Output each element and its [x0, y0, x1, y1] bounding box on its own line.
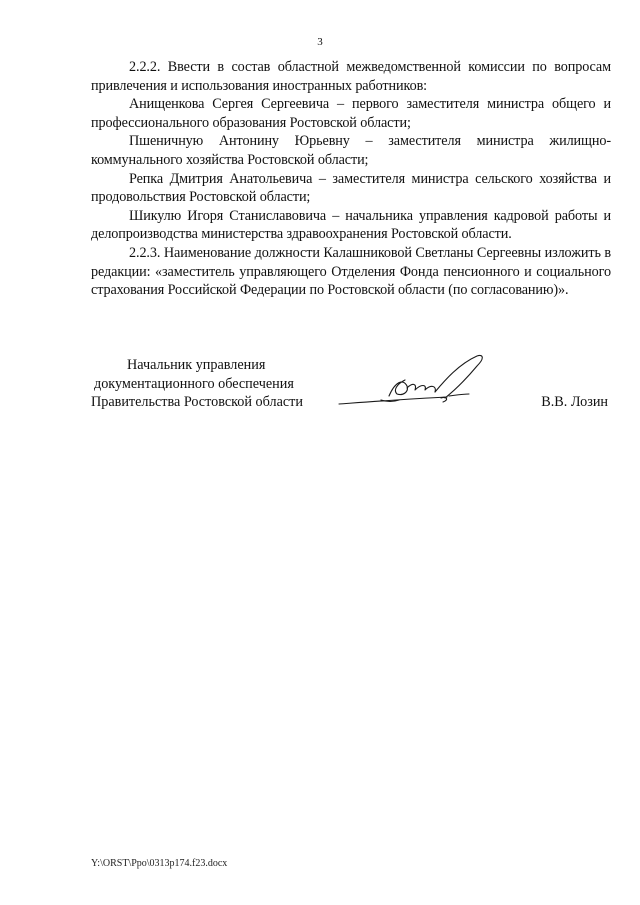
signer-position-line: документационного обеспечения	[94, 375, 294, 392]
paragraph-member-pshenichnaya: Пшеничную Антонину Юрьевну – заместителя министра жилищно-коммунального хозяйства Ростовской области;	[91, 133, 611, 168]
footer-file-path: Y:\ORST\Ppo\0313p174.f23.docx	[91, 858, 228, 869]
signer-position-line: Начальник управления	[127, 357, 266, 373]
page-number: 3	[317, 36, 323, 48]
paragraph-2-2-2: 2.2.2. Ввести в состав областной межведомственной комиссии по вопросам привлечения и использования иностранных работников:	[91, 59, 611, 94]
handwritten-signature-icon	[337, 350, 507, 418]
signer-name: В.В. Лозин	[541, 394, 608, 410]
document-body	[91, 58, 611, 300]
signature-block	[91, 356, 611, 426]
paragraph-member-anishchenkov: Анищенкова Сергея Сергеевича – первого заместителя министра общего и профессионального образования Ростовской области;	[91, 96, 611, 131]
signer-position-line: Правительства Ростовской области	[91, 394, 303, 411]
paragraph-2-2-3: 2.2.3. Наименование должности Калашниковой Светланы Сергеевны изложить в редакции: «заместитель управляющего Отделения Фонда пенсионного и социального страхования Российской Федерации по Ростовской области (по согласованию)».	[91, 244, 611, 299]
paragraph-member-repka: Репка Дмитрия Анатольевича – заместителя министра сельского хозяйства и продовольствия Ростовской области;	[91, 170, 611, 206]
signer-position	[91, 356, 331, 412]
paragraph-member-shikulya: Шикулю Игоря Станиславовича – начальника управления кадровой работы и делопроизводства министерства здравоохранения Ростовской области.	[91, 207, 611, 243]
